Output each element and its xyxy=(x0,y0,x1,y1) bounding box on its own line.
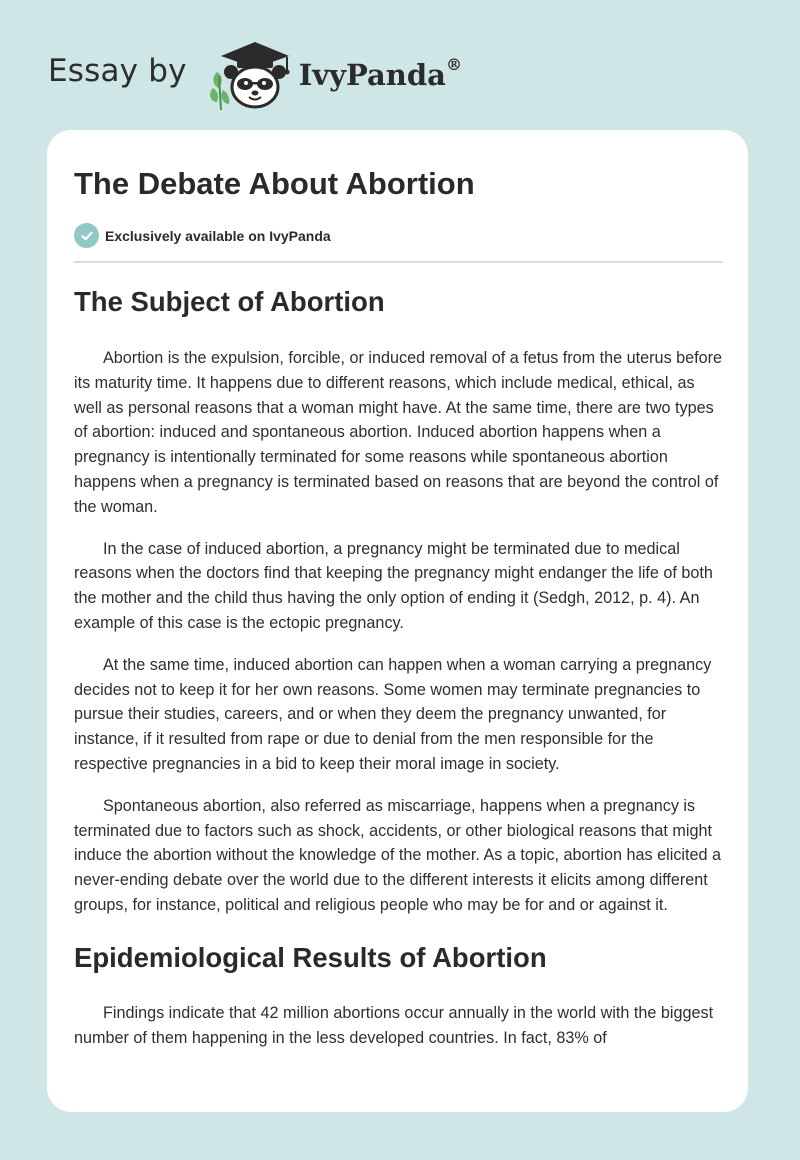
essay-by-label: Essay by xyxy=(48,53,187,89)
essay-card xyxy=(47,130,748,1112)
paragraph: At the same time, induced abortion can happen when a woman carrying a pregnancy decides not to keep it for her own reasons. Some women may terminate pregnancies to pursue their studies, careers, and or when they deem the pregnancy unwanted, for instance, if it resulted from rape or due to denial from the men responsible for the respective pregnancies in a bid to keep their moral image in society. xyxy=(74,655,712,773)
exclusive-label: Exclusively available on IvyPanda xyxy=(105,227,331,244)
paragraph: Abortion is the expulsion, forcible, or induced removal of a fetus from the uterus before its maturity time. It happens due to different reasons, which include medical, ethical, as well as personal reasons that a woman might have. At the same time, there are two types of abortion: induced and spontaneous abortion. Induced abortion happens when a pregnancy is intentionally terminated for some reasons while spontaneous abortion happens when a pregnancy is terminated based on reasons that are beyond the control of the woman. xyxy=(74,349,723,516)
check-icon xyxy=(74,223,99,248)
panda-graduate-logo-icon[interactable] xyxy=(203,36,295,112)
section-heading: The Subject of Abortion xyxy=(74,286,385,317)
paragraph: Findings indicate that 42 million abortions occur annually in the world with the biggest number of them happening in the less developed countries. In fact, 83% of xyxy=(74,1003,714,1047)
title-divider xyxy=(74,261,723,263)
page-title: The Debate About Abortion xyxy=(74,166,475,201)
paragraph: Spontaneous abortion, also referred as miscarriage, happens when a pregnancy is terminated due to factors such as shock, accidents, or other biological reasons that might induce the abortion without the knowledge of the mother. As a topic, abortion has elicited a never-ending debate over the world due to the different interests it elicits among different groups, for instance, political and religious people who may be for and or against it. xyxy=(74,796,722,914)
exclusive-badge xyxy=(74,223,331,248)
brand-name[interactable]: IvyPanda® xyxy=(298,55,462,92)
site-header xyxy=(48,34,462,114)
essay-body xyxy=(74,282,724,1050)
registered-mark: ® xyxy=(445,55,462,75)
section-heading: Epidemiological Results of Abortion xyxy=(74,941,547,973)
paragraph: In the case of induced abortion, a pregnancy might be terminated due to medical reasons when the doctors find that keeping the pregnancy might endanger the life of both the mother and the child thus having the only option of ending it (Sedgh, 2012, p. 4). An example of this case is the ectopic pregnancy. xyxy=(74,539,713,632)
